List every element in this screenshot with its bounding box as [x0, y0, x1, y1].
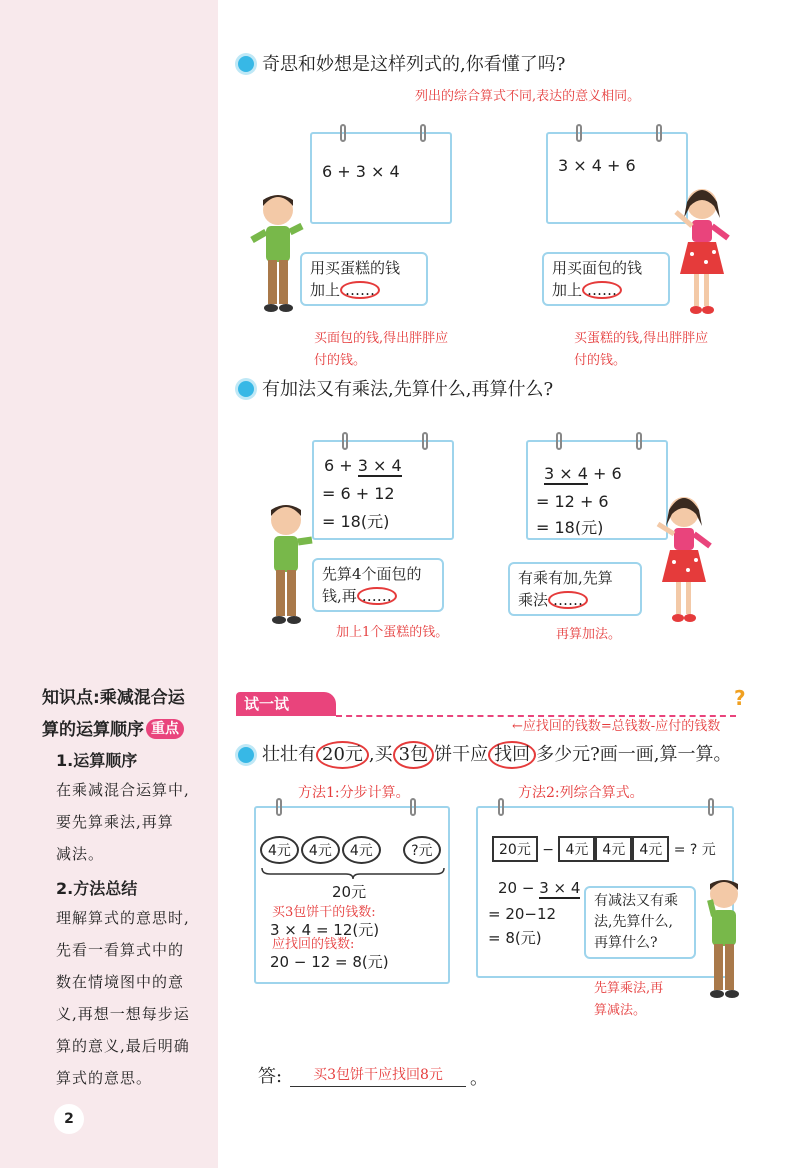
answer-text: 买3包饼干应找回8元 — [313, 1067, 443, 1083]
speech-bubble-left: 用买蛋糕的钱 加上 …… — [300, 252, 428, 306]
key-point-badge: 重点 — [146, 719, 184, 739]
sidebar — [0, 0, 218, 1168]
question-2: 有加法又有乘法,先算什么,再算什么? — [262, 379, 554, 400]
coin-4: 4元 — [301, 836, 340, 864]
calc-card-right — [526, 440, 668, 540]
answer-label: 答: — [258, 1066, 283, 1087]
answer-right-2: 再算加法。 — [556, 627, 622, 642]
answer-left: 买面包的钱,得出胖胖应 付的钱。 — [314, 331, 449, 368]
answer-line — [290, 1064, 466, 1087]
m1-line2: 20 − 12 = 8(元) — [270, 953, 389, 971]
boy-figure — [700, 876, 750, 1006]
method-text: 理解算式的意思时, 先看一看算式中的 数在情境图中的意 义,再想一想每步运 算的意义,最后明确 算式的意思。 — [56, 909, 190, 1087]
formula-annotation: ←应找回的钱数=总钱数-应付的钱数 — [512, 719, 721, 734]
m2-line2: = 20−12 — [488, 905, 557, 923]
method1-title: 方法1:分步计算。 — [298, 785, 410, 801]
question-mark-icon: ? — [734, 686, 746, 710]
coin-unknown: ?元 — [403, 836, 440, 864]
calc-card-left — [312, 440, 454, 540]
speech-bubble-method2: 有减法又有乘 法,先算什么, 再算什么? — [584, 886, 696, 959]
m1-note1: 买3包饼干的钱数: — [272, 905, 376, 920]
girl-figure — [666, 182, 736, 322]
boy-figure — [246, 190, 306, 320]
method1-card — [254, 806, 450, 984]
question-1: 奇思和妙想是这样列式的,你看懂了吗? — [262, 54, 566, 75]
m2-line1: 20 − 3 × 4 — [498, 879, 581, 897]
brace — [260, 866, 446, 880]
calc-left-line2: = 6 + 12 — [322, 484, 395, 503]
total-money: 20元 — [332, 883, 367, 901]
calc-right-line3: = 18(元) — [536, 518, 604, 537]
speech-bubble-left-2: 先算4个面包的 钱,再 …… — [312, 558, 444, 612]
answer-period: 。 — [470, 1068, 488, 1089]
bullet-dot — [238, 747, 254, 763]
coin-4: 4元 — [260, 836, 299, 864]
try-question: 壮壮有 20元 ,买 3包 饼干应 找回 多少元?画一画,算一算。 — [262, 740, 731, 769]
method2-answer: 先算乘法,再 算减法。 — [594, 981, 664, 1018]
m2-line3: = 8(元) — [488, 929, 542, 947]
order-text: 在乘减混合运算中, 要先算乘法,再算 减法。 — [56, 781, 190, 863]
answer-right: 买蛋糕的钱,得出胖胖应 付的钱。 — [574, 331, 709, 368]
speech-bubble-right-2: 有乘有加,先算 乘法 …… — [508, 562, 642, 616]
method2-title: 方法2:列综合算式。 — [518, 785, 644, 801]
m1-note2: 应找回的钱数: — [272, 937, 355, 952]
calc-left-line3: = 18(元) — [322, 512, 390, 531]
expr-right: 3 × 4 + 6 — [558, 156, 636, 175]
answer-left-2: 加上1个蛋糕的钱。 — [336, 625, 449, 640]
try-it-label: 试一试 — [236, 692, 336, 716]
calc-right-line2: = 12 + 6 — [536, 492, 609, 511]
section-heading-order: 1.运算顺序 — [56, 751, 138, 770]
calc-right-line1: 3 × 4 + 6 — [544, 464, 622, 483]
expr-left: 6 + 3 × 4 — [322, 162, 400, 181]
boy-figure — [256, 500, 316, 630]
coin-row — [260, 836, 443, 864]
bullet-dot — [238, 56, 254, 72]
note-1: 列出的综合算式不同,表达的意义相同。 — [415, 89, 641, 104]
bullet-dot — [238, 381, 254, 397]
page-number: 2 — [54, 1104, 84, 1134]
section-heading-method: 2.方法总结 — [56, 879, 138, 898]
knowledge-title: 知识点:乘减混合运 算的运算顺序 重点 — [42, 688, 185, 740]
m1-line1: 3 × 4 = 12(元) — [270, 921, 380, 939]
expr-card-left — [310, 132, 452, 224]
coin-4: 4元 — [342, 836, 381, 864]
bar-model: 20元 − 4元 4元 4元 = ? 元 — [492, 836, 716, 862]
speech-bubble-right: 用买面包的钱 加上 …… — [542, 252, 670, 306]
girl-figure — [650, 490, 720, 630]
calc-left-line1: 6 + 3 × 4 — [324, 456, 402, 475]
